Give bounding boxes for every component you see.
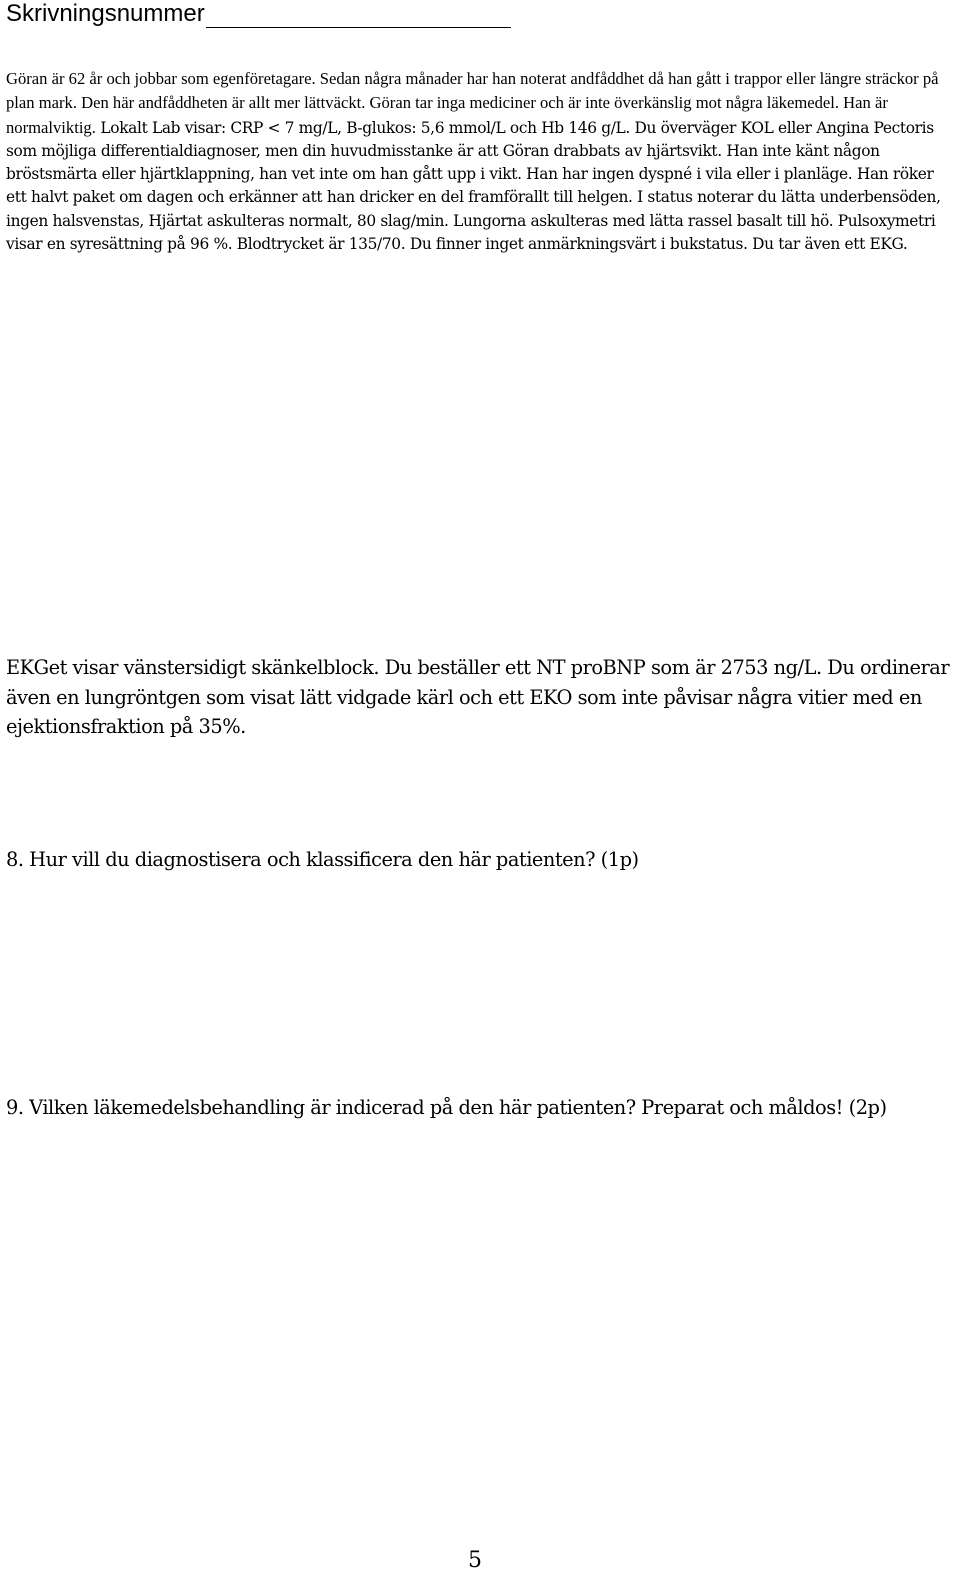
case-text-part1: Göran är 62 år och jobbar som egenföretagare. Sedan några månader har han noterat andfåddhet då han gått i trappor eller längre sträckor på plan mark. Den här andfåddheten är allt mer lättväckt. Göran tar inga mediciner och är inte överkänslig mot några läkemedel. Han är normalviktig. bbox=[6, 69, 939, 137]
skrivningsnummer-answer-line[interactable] bbox=[206, 5, 511, 28]
ekg-findings: EKGet visar vänstersidigt skänkelblock. Du beställer ett NT proBNP som är 2753 ng/L. Du ordinerar även en lungröntgen som visat lätt vidgade kärl och ett EKO som inte påvisar några vitier med en ejektionsfraktion på 35%. bbox=[6, 656, 950, 738]
case-description bbox=[6, 67, 956, 256]
case-text-part2: Lokalt Lab visar: CRP < 7 mg/L, B-glukos: 5,6 mmol/L och Hb 146 g/L. Du överväger KOL eller Angina Pectoris som möjliga differentialdiagnoser, men din huvudmisstanke är att Göran drabbats av hjärtsvikt. Han inte känt någon bröstsmärta eller hjärtklappning, han vet inte om han gått upp i vikt. Han har ingen dyspné i vila eller i planläge. Han röker ett halvt paket om dagen och erkänner att han dricker en del framförallt till helgen. I status noterar du lätta underbensöden, ingen halsvenstas, Hjärtat askulteras normalt, 80 slag/min. Lungorna askulteras med lätta rassel basalt till hö. Pulsoxymetri visar en syresättning på 96 %. Blodtrycket är 135/70. Du finner inget anmärkningsvärt i bukstatus. Du tar även ett EKG. bbox=[6, 118, 941, 254]
question-9: 9. Vilken läkemedelsbehandling är indicerad på den här patienten? Preparat och måldos! (2p) bbox=[6, 1096, 887, 1119]
skrivningsnummer-label: Skrivningsnummer bbox=[6, 0, 205, 27]
header bbox=[6, 0, 511, 28]
question-8: 8. Hur vill du diagnostisera och klassificera den här patienten? (1p) bbox=[6, 848, 639, 871]
page-number: 5 bbox=[468, 1548, 482, 1573]
